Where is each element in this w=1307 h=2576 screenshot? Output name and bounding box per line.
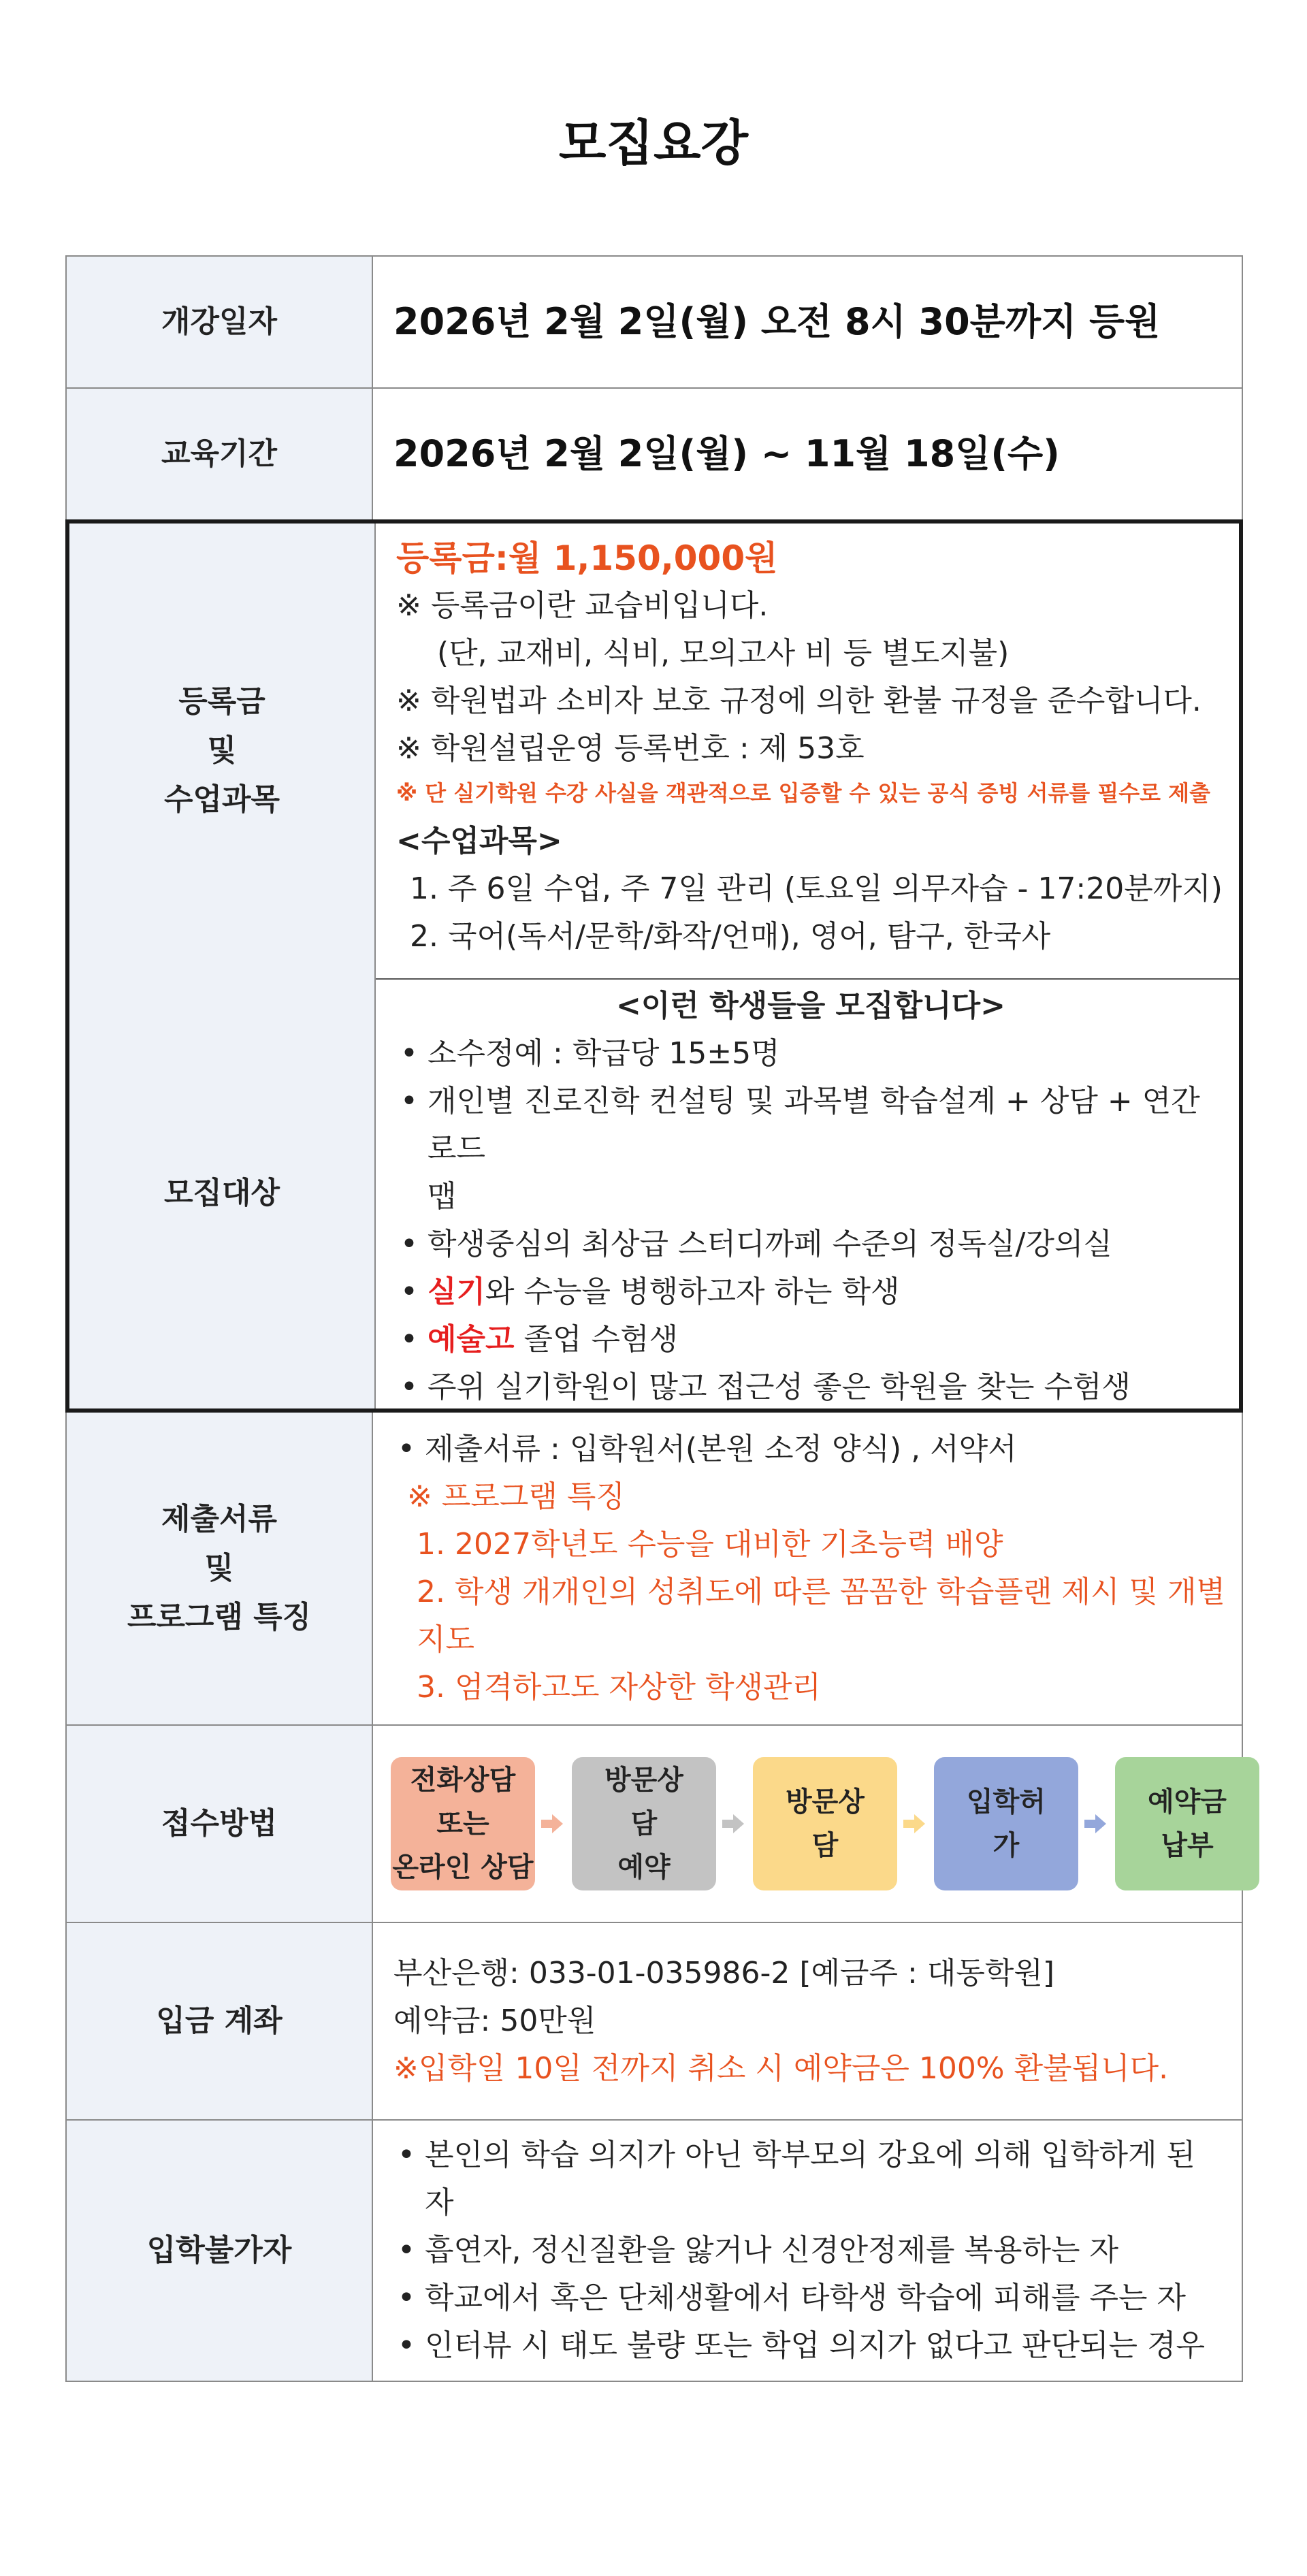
arrow-right-icon (540, 1810, 567, 1837)
subject-item: 2. 국어(독서/문학/화작/언매), 영어, 탐구, 한국사 (410, 919, 1051, 954)
program-title: ※ 프로그램 특징 (407, 1479, 625, 1514)
list-item (427, 1078, 1225, 1221)
recruitment-table (65, 255, 1243, 2382)
row-account (65, 1922, 1243, 2119)
tuition-note: ※ 학원설립운영 등록번호 : 제 53호 (396, 731, 865, 766)
apply-step (391, 1757, 535, 1890)
documents-content (373, 1413, 1242, 1724)
apply-step (753, 1757, 897, 1890)
list-item: • 인터뷰 시 태도 불량 또는 학업 의지가 없다고 판단되는 경우 (425, 2322, 1228, 2370)
apply-step-line: 담 (630, 1808, 658, 1839)
row-documents (65, 1413, 1243, 1724)
target-list (396, 1030, 1225, 1411)
label-documents-line: 및 (204, 1551, 234, 1585)
period-text: 2026년 2월 2일(월) ~ 11월 18일(수) (393, 432, 1060, 475)
apply-step (1115, 1757, 1259, 1890)
row-apply (65, 1724, 1243, 1922)
account-content (373, 1923, 1242, 2119)
apply-step (572, 1757, 716, 1890)
row-period (65, 387, 1243, 519)
value-period (373, 389, 1242, 519)
apply-step-line: 담 (811, 1830, 839, 1861)
highlight-text: 실기 (427, 1274, 486, 1309)
row-tuition (69, 524, 1239, 978)
page-title: 모집요강 (558, 114, 749, 172)
list-item-text: 와 수능을 병행하고자 하는 학생 (485, 1274, 900, 1309)
apply-step-line: 예약금 (1148, 1786, 1227, 1818)
target-heading: <이런 학생들을 모집합니다> (616, 988, 1005, 1023)
apply-step-line: 납부 (1161, 1830, 1214, 1861)
label-documents-line: 제출서류 (161, 1502, 277, 1536)
tuition-note: (단, 교재비, 식비, 모의고사 비 등 별도지불) (437, 636, 1010, 671)
row-target (69, 978, 1239, 1408)
account-bank: 부산은행: 033-01-035986-2 [예금주 : 대동학원] (393, 1956, 1055, 1991)
label-tuition-line: 등록금 (178, 684, 265, 719)
apply-step (934, 1757, 1078, 1890)
tuition-note: ※ 학원법과 소비자 보호 규정에 의한 환불 규정을 준수합니다. (396, 683, 1201, 718)
apply-step-label (392, 1758, 533, 1889)
label-documents-line: 프로그램 특징 (127, 1600, 312, 1635)
apply-steps (391, 1726, 1259, 1922)
label-target: 모집대상 (69, 978, 376, 1408)
apply-step-line: 방문상 (604, 1765, 683, 1796)
account-refund-note: ※입학일 10일 전까지 취소 시 예약금은 100% 환불됩니다. (393, 2051, 1169, 2086)
apply-step-label (967, 1780, 1046, 1867)
start-date-text: 2026년 2월 2일(월) 오전 8시 30분까지 등원 (393, 300, 1161, 343)
row-start-date (65, 255, 1243, 387)
list-item: • 소수정예 : 학급당 15±5명 (427, 1030, 1225, 1078)
apply-content (373, 1726, 1273, 1922)
program-item: 2. 학생 개개인의 성취도에 따른 꼼꼼한 학습플랜 제시 및 개별지도 (417, 1575, 1225, 1657)
arrow-right-icon (1083, 1810, 1110, 1837)
list-item: • 본인의 학습 의지가 아닌 학부모의 강요에 의해 입학하게 된 자 (425, 2131, 1228, 2227)
apply-step-label (786, 1780, 865, 1867)
apply-step-line: 전화상담 (410, 1765, 516, 1796)
list-item: • 학생중심의 최상급 스터디까페 수준의 정독실/강의실 (427, 1221, 1225, 1268)
label-period: 교육기간 (67, 389, 373, 519)
highlight-text: 예술고 (427, 1322, 515, 1357)
list-item: • 주위 실기학원이 많고 접근성 좋은 학원을 찾는 수험생 (427, 1364, 1225, 1411)
label-apply: 접수방법 (67, 1726, 373, 1922)
apply-step-line: 방문상 (786, 1786, 865, 1818)
label-start-date: 개강일자 (67, 257, 373, 387)
list-item (427, 1268, 1225, 1316)
target-content (376, 978, 1239, 1408)
arrow-right-icon (721, 1810, 748, 1837)
apply-step-line: 온라인 상담 (392, 1852, 534, 1883)
apply-step-line: 또는 (436, 1808, 489, 1839)
ineligible-content (373, 2121, 1242, 2381)
tuition-fee: 등록금:월 1,150,000원 (396, 538, 778, 578)
row-ineligible (65, 2119, 1243, 2382)
tuition-warning: ※ 단 실기학원 수강 사실을 객관적으로 입증할 수 있는 공식 증빙 서류를 필수로 제출 (396, 780, 1211, 806)
label-account: 입금 계좌 (67, 1923, 373, 2119)
list-item: • 제출서류 : 입학원서(본원 소정 양식) , 서약서 (425, 1426, 1228, 1473)
subject-item: 1. 주 6일 수업, 주 7일 관리 (토요일 의무자습 - 17:20분까지) (410, 871, 1223, 906)
program-item: 3. 엄격하고도 자상한 학생관리 (417, 1670, 821, 1705)
label-tuition (69, 524, 376, 978)
tuition-target-block (65, 519, 1243, 1413)
label-documents (67, 1413, 373, 1724)
value-start-date (373, 257, 1242, 387)
list-item-text: 개인별 진로진학 컨설팅 및 과목별 학습설계 + 상담 + 연간 로드 (427, 1084, 1200, 1166)
program-item: 1. 2027학년도 수능을 대비한 기초능력 배양 (417, 1527, 1003, 1562)
label-tuition-line: 및 (207, 733, 237, 768)
apply-step-label (604, 1758, 683, 1889)
apply-step-line: 입학허 (967, 1786, 1046, 1818)
ineligible-list (393, 2131, 1228, 2370)
list-item: • 흡연자, 정신질환을 앓거나 신경안정제를 복용하는 자 (425, 2227, 1228, 2274)
list-item-text: 맵 (427, 1179, 457, 1214)
list-item-text: 졸업 수험생 (514, 1322, 679, 1357)
list-item: • 학교에서 혹은 단체생활에서 타학생 학습에 피해를 주는 자 (425, 2274, 1228, 2322)
apply-step-label (1148, 1780, 1227, 1867)
account-deposit: 예약금: 50만원 (393, 2003, 596, 2038)
apply-step-line: 가 (993, 1830, 1020, 1861)
subjects-title: <수업과목> (396, 824, 562, 858)
label-ineligible: 입학불가자 (67, 2121, 373, 2381)
tuition-note: ※ 등록금이란 교습비입니다. (396, 588, 769, 623)
list-item (427, 1316, 1225, 1364)
apply-step-line: 예약 (617, 1852, 671, 1883)
documents-list (393, 1426, 1228, 1473)
tuition-content (376, 524, 1239, 978)
arrow-right-icon (902, 1810, 929, 1837)
label-tuition-line: 수업과목 (163, 782, 280, 817)
